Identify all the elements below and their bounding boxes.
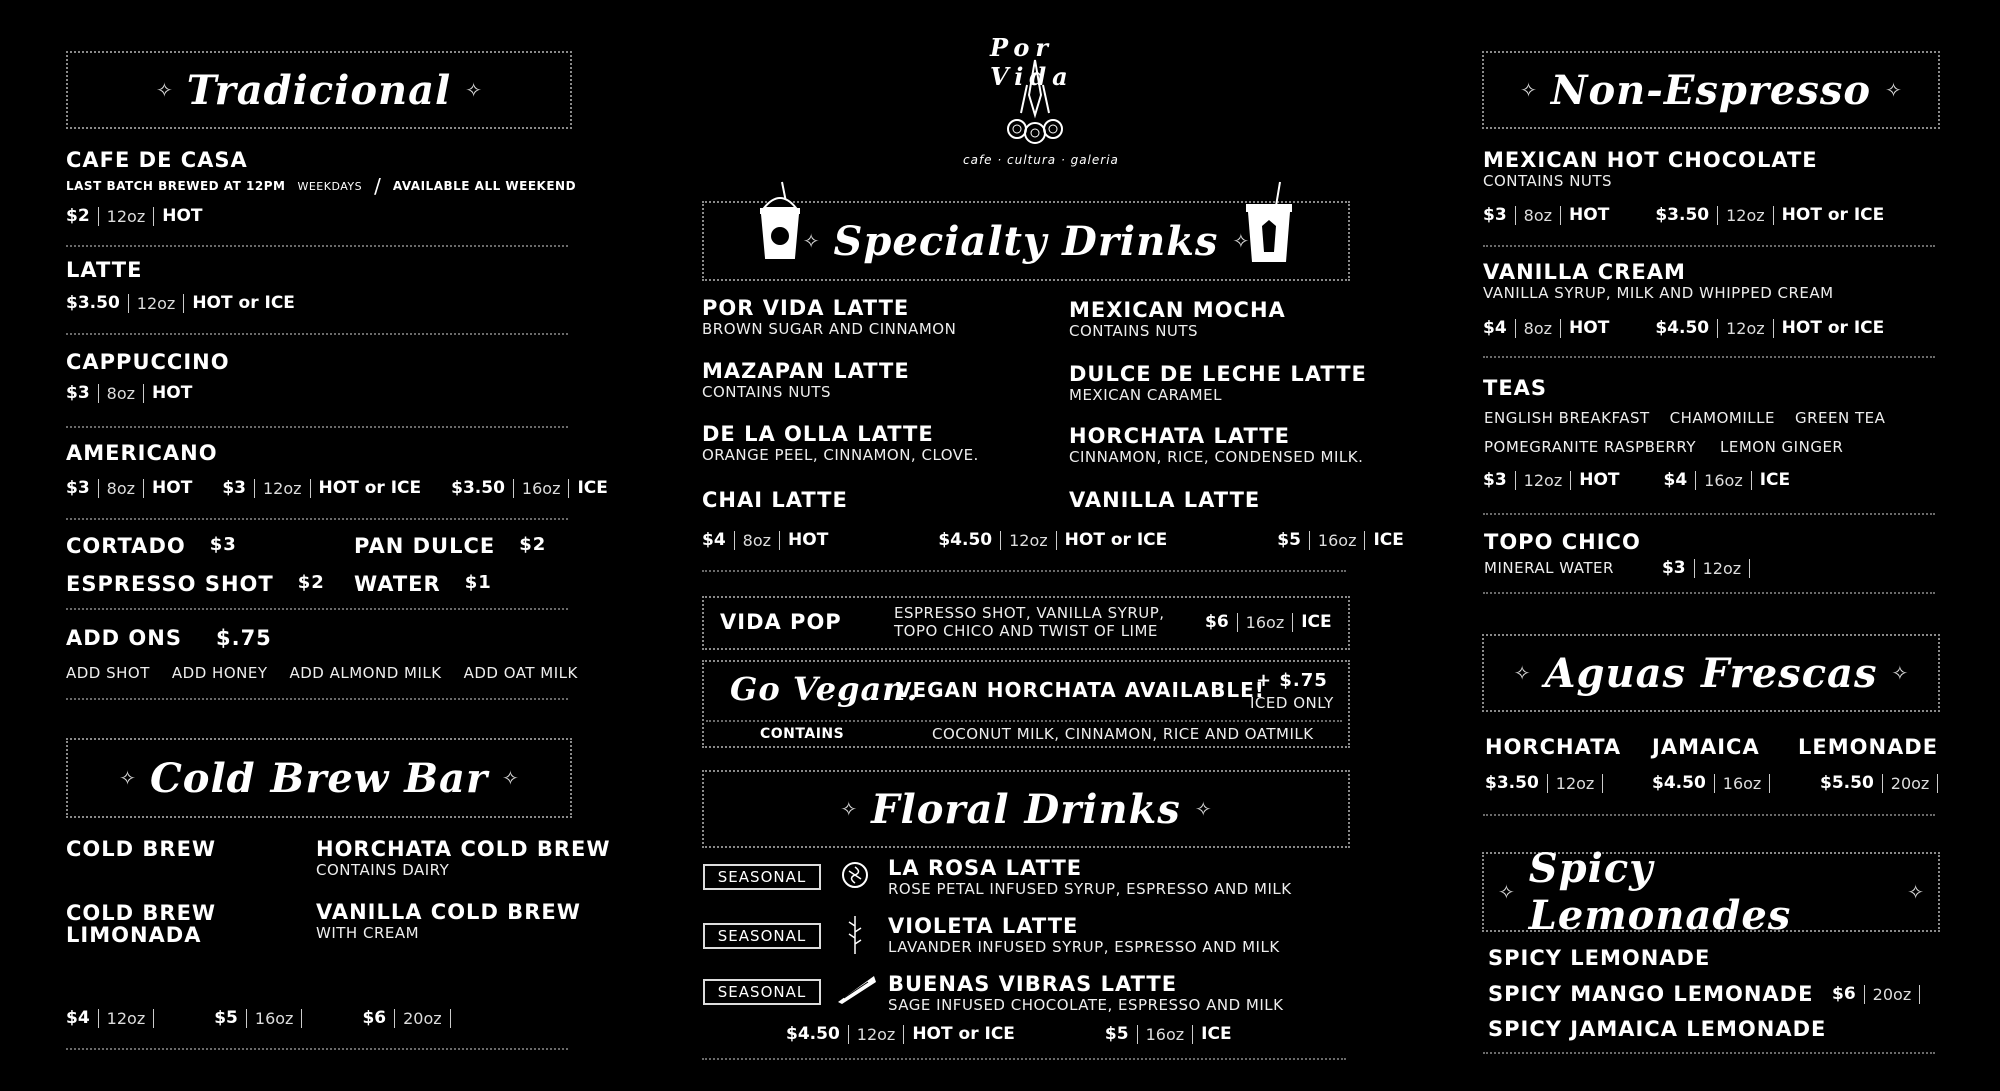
section-title-cold-brew: Cold Brew Bar [149,754,489,802]
item-desc: BROWN SUGAR AND CINNAMON [702,320,957,338]
sparkle-icon: ✧ [1891,661,1909,685]
item-name: HORCHATA LATTE [1069,424,1290,448]
divider [1483,592,1935,594]
price-row-cold-brew [66,1008,451,1028]
divider [1483,356,1935,358]
item-vida-pop: VIDA POP [720,610,842,634]
price: $4.50 [1655,318,1710,338]
price: $6 [1832,984,1856,1004]
item-americano: AMERICANO [66,441,218,465]
divider [66,245,568,247]
divider [702,570,1346,572]
divider [1483,513,1935,515]
non-espresso-header [1482,51,1940,129]
item-name: MEXICAN HOT CHOCOLATE [1483,148,1818,172]
item-price: $3 [209,534,237,555]
price: $3.50 [1485,773,1539,793]
item-desc: CONTAINS DAIRY [316,861,450,879]
logo-name: Por Vida [990,33,1074,91]
size: 16oz [1695,471,1752,490]
price: $5 [1277,530,1301,550]
item-desc: VANILLA SYRUP, MILK AND WHIPPED CREAM [1483,284,1834,302]
desc-line: ESPRESSO SHOT, VANILLA SYRUP, [894,604,1165,622]
add-on: ADD ALMOND MILK [289,664,442,682]
sparkle-icon: ✧ [156,78,173,102]
item-desc: ROSE PETAL INFUSED SYRUP, ESPRESSO AND MILK [888,880,1292,898]
divider [1483,814,1935,816]
temp: HOT [162,206,203,226]
cup-icon [752,180,808,260]
item-mexican-hot-chocolate [1483,148,1818,190]
item-dulce-de-leche-latte [1069,362,1367,404]
price: $6 [362,1008,387,1028]
tea-option: ENGLISH BREAKFAST [1484,409,1650,427]
temp: HOT or ICE [912,1024,1015,1044]
item-desc: LAVANDER INFUSED SYRUP, ESPRESSO AND MILK [888,938,1280,956]
item-de-la-olla-latte [702,422,979,464]
item-name: DE LA OLLA LATTE [702,422,934,446]
cup-icon [1238,180,1300,264]
price: $6 [1205,612,1229,632]
cafe-de-casa-note [66,174,576,198]
size: 16oz [1137,1025,1194,1044]
item-name: CORTADO [66,534,186,558]
tea-option: LEMON GINGER [1719,438,1844,456]
item-vanilla-latte: VANILLA LATTE [1069,488,1261,512]
item-cold-brew-limonada [66,902,216,946]
item-price: $1 [464,572,492,593]
note-weekdays: WEEKDAYS [297,179,363,193]
item-desc: CINNAMON, RICE, CONDENSED MILK. [1069,448,1364,466]
temp: HOT or ICE [192,293,295,313]
item-por-vida-latte [702,296,956,338]
seasonal-badge: SEASONAL [703,864,821,890]
vegan-price: + $.75 [1256,670,1328,691]
size: 12oz [1717,319,1774,338]
divider [702,1058,1346,1060]
add-on: ADD HONEY [171,664,268,682]
price: $4 [1483,318,1507,338]
price: $3 [66,478,90,498]
note-weekend: AVAILABLE ALL WEEKEND [392,179,577,193]
item-name: MAZAPAN LATTE [702,359,910,383]
size: 8oz [1515,206,1561,225]
temp: ICE [1373,530,1404,550]
item-mexican-mocha [1069,298,1286,340]
price-row-spicy [1832,984,1920,1004]
topo-chico-row [1484,558,1750,578]
size: 8oz [1515,319,1561,338]
item-lemonade [1798,735,1938,793]
item-cafe-de-casa: CAFE DE CASA [66,148,248,172]
sparkle-icon: ✧ [1194,797,1212,821]
price: $5 [214,1008,238,1028]
size: 12oz [1515,471,1572,490]
size: 12oz [128,294,185,313]
cold-brew-header [66,738,572,818]
vegan-note: ICED ONLY [1250,694,1334,712]
size: 12oz [1547,774,1604,793]
item-price: $.75 [215,626,272,650]
item-cappuccino: CAPPUCCINO [66,350,230,374]
vida-pop-desc [894,604,1165,640]
tea-option: CHAMOMILLE [1669,409,1775,427]
temp: ICE [1201,1024,1232,1044]
item-desc: CONTAINS NUTS [702,383,832,401]
spicy-lemonades-header [1482,845,1940,939]
item-desc: WITH CREAM [316,924,420,942]
item-name: VANILLA CREAM [1483,260,1686,284]
temp: ICE [577,478,608,498]
floral-header [702,770,1350,848]
item-buenas-vibras-latte [888,972,1283,1014]
logo-tagline: cafe · cultura · galeria [963,153,1119,167]
item-name: HORCHATA COLD BREW [316,837,611,861]
divider [1483,1052,1935,1054]
sparkle-icon: ✧ [1498,880,1515,904]
temp: HOT [1569,205,1610,225]
divider [66,1048,568,1050]
price-row-specialty [702,530,1434,550]
item-name: JAMAICA [1652,735,1760,759]
sparkle-icon: ✧ [1513,661,1531,685]
price: $3.50 [66,293,120,313]
price: $4.50 [1652,773,1706,793]
price: $3 [1483,205,1507,225]
item-desc: ORANGE PEEL, CINNAMON, CLOVE. [702,446,979,464]
price-row-floral [786,1024,1262,1044]
add-ons-list [66,664,578,682]
sparkle-icon: ✧ [1520,78,1537,102]
size: 20oz [1882,774,1939,793]
item-name: ADD ONS [66,626,182,650]
tea-option: POMEGRANITE RASPBERRY [1484,438,1696,456]
item-teas: TEAS [1483,376,1548,400]
price: $3.50 [1655,205,1710,225]
item-spicy-jamaica-lemonade: SPICY JAMAICA LEMONADE [1488,1017,1827,1041]
size: 8oz [98,384,144,403]
sparkle-icon: ✧ [840,797,858,821]
price-row-cafe-de-casa [66,206,233,226]
item-name: POR VIDA LATTE [702,296,910,320]
contains-label: CONTAINS [760,726,845,742]
size: 16oz [1714,774,1771,793]
item-cortado [66,534,237,558]
size: 12oz [98,1009,155,1028]
item-mazapan-latte [702,359,910,401]
item-name: LEMONADE [1798,735,1939,759]
item-desc: MINERAL WATER [1484,559,1614,577]
temp: HOT [1569,318,1610,338]
price-row-americano [66,478,638,498]
item-name: COLD BREW [66,901,217,925]
divider [66,333,568,335]
size: 12oz [848,1025,905,1044]
item-name: DULCE DE LECHE LATTE [1069,362,1367,386]
divider [66,608,568,610]
price: $3 [222,478,246,498]
temp: HOT [152,383,193,403]
size: 16oz [1237,613,1294,632]
section-title-spicy-lemonades: Spicy Lemonades [1528,845,1792,939]
price: $4.50 [786,1024,840,1044]
temp: HOT or ICE [318,478,422,498]
sparkle-icon: ✧ [1885,78,1902,102]
size: 20oz [1864,985,1921,1004]
price-row-vida-pop [1205,612,1332,632]
size: 16oz [513,479,570,498]
logo [955,25,1119,170]
item-name: HORCHATA [1485,735,1622,759]
size: 12oz [98,207,155,226]
divider [706,720,1342,722]
tea-option: GREEN TEA [1794,409,1886,427]
item-topo-chico [1484,530,1641,554]
item-water [354,572,492,596]
item-latte: LATTE [66,258,143,282]
item-add-ons [66,626,272,650]
divider [66,518,568,520]
aguas-frescas-header [1482,634,1940,712]
tradicional-header [66,51,572,129]
item-desc: CONTAINS NUTS [1069,322,1199,340]
desc-line: TOPO CHICO AND TWIST OF LIME [894,622,1158,640]
price: $4 [702,530,726,550]
item-pan-dulce [354,534,546,558]
size: 16oz [1309,531,1366,550]
item-spicy-lemonade: SPICY LEMONADE [1488,946,1711,970]
sparkle-icon: ✧ [502,766,519,790]
price: $3 [1661,558,1686,578]
item-vanilla-cream [1483,260,1834,302]
note-slash: / [374,174,381,198]
temp: HOT [788,530,829,550]
item-jamaica [1652,735,1770,793]
size: 12oz [1000,531,1057,550]
lavender-icon [842,912,868,956]
price-row-cappuccino [66,383,222,403]
price: $4.50 [938,530,993,550]
item-espresso-shot [66,572,325,596]
price: $3 [1483,470,1507,490]
item-desc: CONTAINS NUTS [1483,172,1613,190]
price: $2 [66,206,90,226]
add-on: ADD OAT MILK [463,664,578,682]
price: $5.50 [1820,773,1874,793]
sparkle-icon: ✧ [1907,880,1924,904]
divider [66,698,568,700]
price-row-mexican-hot-chocolate [1483,205,1914,225]
size: 12oz [1717,206,1774,225]
sparkle-icon: ✧ [119,766,136,790]
seasonal-badge: SEASONAL [703,923,821,949]
sage-icon [834,970,878,1006]
item-desc: SAGE INFUSED CHOCOLATE, ESPRESSO AND MILK [888,996,1284,1014]
price: $4 [1663,470,1688,490]
size: 12oz [1694,559,1751,578]
size: 20oz [394,1009,451,1028]
item-cold-brew: COLD BREW [66,837,217,861]
price-row-latte [66,293,325,313]
price: $4 [66,1008,90,1028]
size: 16oz [246,1009,303,1028]
temp: HOT or ICE [1781,205,1885,225]
price: $3 [66,383,90,403]
vegan-headline: VEGAN HORCHATA AVAILABLE! [896,678,1265,702]
divider [66,426,568,428]
item-price: $2 [519,534,547,555]
item-horchata [1485,735,1621,793]
price: $5 [1104,1024,1129,1044]
sparkle-icon: ✧ [802,229,820,253]
note-batch: LAST BATCH BREWED AT 12PM [66,179,286,193]
item-desc: MEXICAN CARAMEL [1069,386,1222,404]
item-name: BUENAS VIBRAS LATTE [888,972,1178,996]
price: $3.50 [451,478,505,498]
item-name-2: LIMONADA [66,923,202,947]
rose-icon [840,860,870,890]
item-name: VIOLETA LATTE [888,914,1079,938]
price-row-vanilla-cream [1483,318,1914,338]
section-title-non-espresso: Non-Espresso [1550,66,1872,114]
item-name: VANILLA COLD BREW [316,900,581,924]
size: 8oz [734,531,780,550]
item-vanilla-cold-brew [316,900,581,942]
item-chai-latte: CHAI LATTE [702,488,848,512]
sparkle-icon: ✧ [465,78,482,102]
item-name: LA ROSA LATTE [888,856,1083,880]
vegan-title: Go Vegan. [730,670,919,708]
temp: HOT or ICE [1064,530,1168,550]
section-title-floral: Floral Drinks [871,785,1181,833]
item-horchata-cold-brew [316,837,611,879]
item-name: TOPO CHICO [1484,530,1641,554]
price-row-teas [1483,470,1820,490]
divider [1483,245,1935,247]
teas-row-2 [1484,438,1843,456]
teas-row-1 [1484,409,1885,427]
item-name: ESPRESSO SHOT [66,572,274,596]
temp: HOT [1579,470,1620,490]
contains-text: COCONUT MILK, CINNAMON, RICE AND OATMILK [932,725,1314,743]
section-title-aguas-frescas: Aguas Frescas [1544,649,1878,697]
add-on: ADD SHOT [66,664,150,682]
size: 8oz [98,479,144,498]
temp: HOT or ICE [1781,318,1885,338]
temp: ICE [1301,612,1332,632]
item-spicy-mango-lemonade: SPICY MANGO LEMONADE [1488,982,1814,1006]
item-name: MEXICAN MOCHA [1069,298,1286,322]
item-la-rosa-latte [888,856,1292,898]
size: 12oz [254,479,311,498]
seasonal-badge: SEASONAL [703,979,821,1005]
section-title-tradicional: Tradicional [186,66,452,114]
item-horchata-latte [1069,424,1363,466]
item-violeta-latte [888,914,1280,956]
item-price: $2 [297,572,325,593]
sparkle-icon: ✧ [1232,229,1250,253]
item-name: WATER [354,572,441,596]
item-name: PAN DULCE [354,534,496,558]
section-title-specialty: Specialty Drinks [833,217,1219,265]
temp: ICE [1759,470,1791,490]
temp: HOT [152,478,193,498]
